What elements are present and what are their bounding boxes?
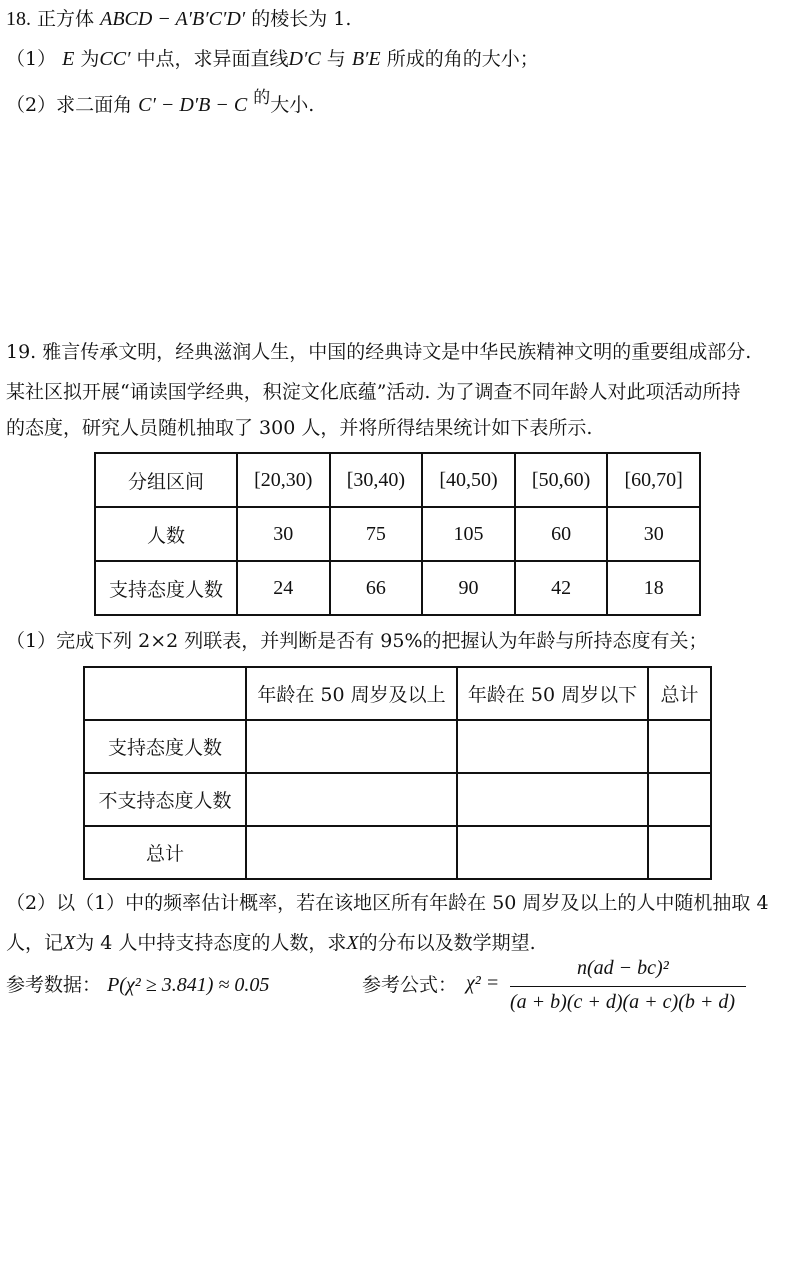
- chi-square-lhs: χ² =: [466, 972, 500, 994]
- chi-square-numerator: n(ad − bc)²: [577, 957, 669, 979]
- fraction-bar: [510, 986, 746, 987]
- table-row-label: 总计: [84, 826, 246, 879]
- table-row: [95, 453, 700, 507]
- contingency-table: [83, 666, 712, 880]
- q18-line1: [6, 6, 351, 32]
- answer-cell[interactable]: [246, 773, 457, 826]
- age-distribution-table: [94, 452, 701, 616]
- table-header-cell: 总计: [648, 667, 711, 720]
- table-row: [95, 507, 700, 561]
- table-row-label: 支持态度人数: [95, 561, 237, 615]
- q18-text-a: 正方体: [37, 8, 95, 30]
- q19-part2-text-b: 为 4 人中持支持态度的人数，求: [75, 932, 347, 954]
- q18-segment-cc: CC′: [99, 48, 131, 70]
- q18-point-e: E: [62, 48, 75, 70]
- reference-data-label: 参考数据：: [6, 974, 102, 996]
- q18-part1: [6, 46, 539, 72]
- table-cell: 42: [515, 561, 608, 615]
- table-header-cell: [30,40): [330, 453, 423, 507]
- table-row-label: 人数: [95, 507, 237, 561]
- table-row: [84, 826, 711, 879]
- table-cell: 30: [237, 507, 330, 561]
- table-header-cell: 分组区间: [95, 453, 237, 507]
- q18-part1-text-c: 与: [326, 48, 346, 70]
- table-header-cell: [40,50): [422, 453, 515, 507]
- table-header-cell: 年龄在 50 周岁以下: [457, 667, 648, 720]
- chi-square-denominator: (a + b)(c + d)(a + c)(b + d): [510, 991, 736, 1013]
- q19-part2-line1: （2）以（1）中的频率估计概率，若在该地区所有年龄在 50 周岁及以上的人中随机抽取 4: [6, 892, 769, 914]
- q18-part1-text-a: 为: [80, 48, 100, 70]
- answer-cell[interactable]: [246, 720, 457, 773]
- q19-part2-text-c: 的分布以及数学期望.: [358, 932, 536, 954]
- table-row: [95, 561, 700, 615]
- q18-line-dc: D′C: [288, 48, 321, 70]
- table-cell: 24: [237, 561, 330, 615]
- reference-data-formula: P(χ² ≥ 3.841) ≈ 0.05: [107, 974, 270, 996]
- answer-cell[interactable]: [457, 826, 648, 879]
- q18-part1-label: （1）: [6, 48, 57, 70]
- table-cell: 105: [422, 507, 515, 561]
- q18-part1-text-d: 所成的角的大小；: [386, 48, 539, 70]
- q18-dihedral-angle: C′ − D′B − C: [138, 94, 248, 116]
- q18-part1-text-b: 中点，求异面直线: [136, 48, 289, 70]
- q19-part1: （1）完成下列 2×2 列联表，并判断是否有 95%的把握认为年龄与所持态度有关；: [6, 630, 708, 652]
- q19-part2-text-a: 人，记: [6, 932, 64, 954]
- answer-cell[interactable]: [457, 720, 648, 773]
- table-cell: 18: [607, 561, 700, 615]
- q19-variable-x: X: [346, 932, 359, 954]
- q19-line2: 某社区拟开展“诵读国学经典，积淀文化底蕴”活动. 为了调查不同年龄人对此项活动所持: [6, 381, 741, 403]
- answer-cell[interactable]: [648, 720, 711, 773]
- q19-line1: 19. 雅言传承文明，经典滋润人生，中国的经典诗文是中华民族精神文明的重要组成部分.: [6, 341, 752, 363]
- table-header-cell: [60,70]: [607, 453, 700, 507]
- table-row: [84, 773, 711, 826]
- q18-part2-de: 的: [253, 88, 271, 108]
- q18-number: 18.: [6, 8, 31, 30]
- table-header-cell: 年龄在 50 周岁及以上: [246, 667, 457, 720]
- answer-cell[interactable]: [246, 826, 457, 879]
- reference-data: [6, 972, 269, 998]
- q19-variable-x: X: [63, 932, 76, 954]
- table-cell: 60: [515, 507, 608, 561]
- table-row: [84, 720, 711, 773]
- table-cell: 75: [330, 507, 423, 561]
- q18-line-be: B′E: [351, 48, 381, 70]
- table-row-label: 支持态度人数: [84, 720, 246, 773]
- table-header-cell: [50,60): [515, 453, 608, 507]
- table-cell: 66: [330, 561, 423, 615]
- reference-formula-label: 参考公式：: [362, 974, 458, 996]
- answer-cell[interactable]: [648, 826, 711, 879]
- q18-part2: [6, 88, 315, 119]
- q18-part2-label: （2）求二面角: [6, 94, 133, 116]
- q19-part2-line2: [6, 930, 536, 956]
- table-header-cell: [84, 667, 246, 720]
- table-header-cell: [20,30): [237, 453, 330, 507]
- q18-part2-end: 大小.: [270, 94, 315, 116]
- q19-line3: 的态度，研究人员随机抽取了 300 人，并将所得结果统计如下表所示.: [6, 417, 593, 439]
- q18-text-b: 的棱长为 1.: [251, 8, 352, 30]
- q18-cube-name: ABCD − A′B′C′D′: [100, 8, 246, 30]
- table-cell: 90: [422, 561, 515, 615]
- answer-cell[interactable]: [457, 773, 648, 826]
- table-cell: 30: [607, 507, 700, 561]
- answer-cell[interactable]: [648, 773, 711, 826]
- table-row: [84, 667, 711, 720]
- table-row-label: 不支持态度人数: [84, 773, 246, 826]
